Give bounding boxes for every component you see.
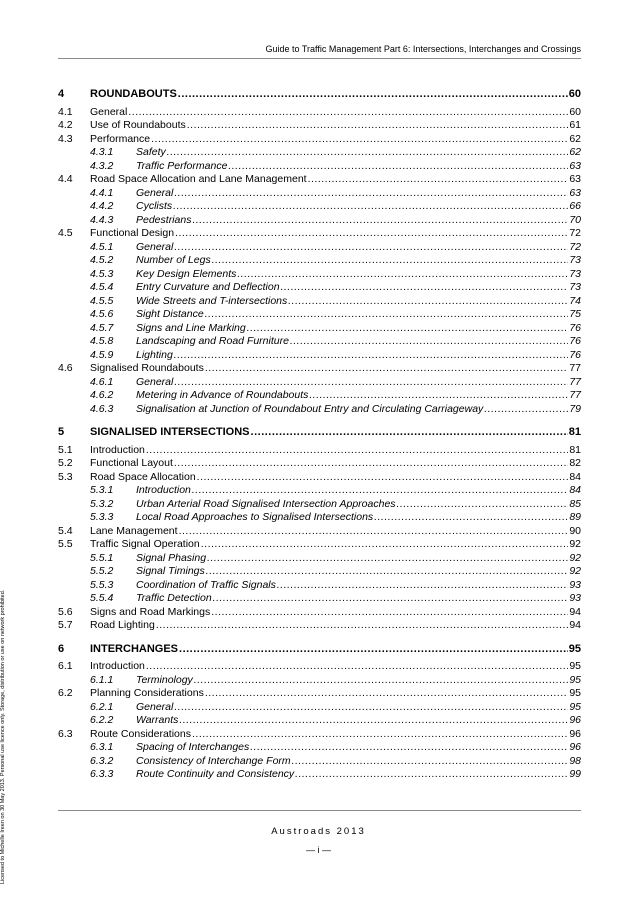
toc-title: Route Considerations xyxy=(90,727,191,740)
dot-leader xyxy=(174,241,568,255)
toc-page-number: 95 xyxy=(569,700,581,713)
dot-leader xyxy=(250,741,568,755)
dot-leader xyxy=(174,457,568,471)
toc-number: 4.5 xyxy=(58,227,73,239)
dot-leader xyxy=(156,619,569,633)
toc-number: 4.4.1 xyxy=(90,186,114,199)
dot-leader xyxy=(308,173,569,187)
toc-page-number: 92 xyxy=(569,565,581,577)
toc-page-number: 73 xyxy=(569,281,581,293)
dot-leader xyxy=(174,187,568,201)
dot-leader xyxy=(374,511,568,525)
dot-leader xyxy=(174,701,568,715)
toc-title: Introduction xyxy=(136,484,191,496)
dot-leader xyxy=(205,687,568,701)
toc-page-number: 77 xyxy=(569,375,581,388)
toc-page-number: 63 xyxy=(569,186,581,199)
toc-title: Signalised Roundabouts xyxy=(90,362,204,374)
toc-page-number: 85 xyxy=(569,497,581,510)
toc-title: Traffic Signal Operation xyxy=(90,538,200,550)
toc-page-number: 99 xyxy=(569,768,581,780)
dot-leader xyxy=(211,606,568,620)
toc-page-number: 98 xyxy=(569,754,581,767)
dot-leader xyxy=(212,254,569,268)
toc-entry-5-5-2[interactable] xyxy=(58,565,581,579)
toc-title: Planning Considerations xyxy=(90,687,204,699)
toc-number: 5.5 xyxy=(58,538,73,550)
dot-leader xyxy=(146,444,568,458)
toc-entry-5-5-1[interactable] xyxy=(58,552,581,566)
toc-entry-5-3-3[interactable] xyxy=(58,511,581,525)
toc-entry-4-5-4[interactable] xyxy=(58,281,581,295)
toc-page-number: 81 xyxy=(568,426,581,438)
toc-entry-4-5[interactable] xyxy=(58,227,581,241)
toc-page-number: 89 xyxy=(569,511,581,523)
dot-leader xyxy=(179,525,569,539)
toc-entry-4-6-1[interactable] xyxy=(58,376,581,390)
toc-page-number: 95 xyxy=(569,660,581,672)
toc-number: 6.2 xyxy=(58,687,73,699)
toc-title: Cyclists xyxy=(136,200,173,212)
toc-number: 4.4.2 xyxy=(90,200,114,212)
dot-leader xyxy=(201,538,569,552)
toc-number: 5 xyxy=(58,426,65,438)
toc-entry-6[interactable] xyxy=(58,643,581,657)
toc-entry-6-2[interactable] xyxy=(58,687,581,701)
toc-number: 4.6.2 xyxy=(90,389,114,401)
toc-title: Route Continuity and Consistency xyxy=(136,768,295,780)
toc-number: 5.7 xyxy=(58,619,73,631)
toc-entry-5-6[interactable] xyxy=(58,606,581,620)
toc-number: 4.5.6 xyxy=(90,308,114,320)
toc-page-number: 95 xyxy=(568,642,581,655)
dot-leader xyxy=(277,579,568,593)
dot-leader xyxy=(205,362,568,376)
toc-page-number: 90 xyxy=(569,524,581,537)
toc-number: 4 xyxy=(58,88,65,100)
toc-title: Signs and Road Markings xyxy=(90,605,211,618)
toc-number: 5.2 xyxy=(58,457,73,469)
toc-page-number: 73 xyxy=(569,254,581,266)
toc-page-number: 79 xyxy=(569,402,581,415)
toc-title: General xyxy=(136,375,174,388)
toc-page-number: 60 xyxy=(568,88,581,100)
toc-title: Lane Management xyxy=(90,524,178,537)
toc-title: General xyxy=(90,105,128,118)
dot-leader xyxy=(228,160,568,174)
toc-title: Lighting xyxy=(136,348,173,361)
dot-leader xyxy=(213,592,569,606)
toc-number: 4.5.4 xyxy=(90,281,114,293)
toc-page-number: 81 xyxy=(569,443,581,456)
toc-entry-4-4[interactable] xyxy=(58,173,581,187)
toc-title: Signalisation at Junction of Roundabout Entry and Circulating Carriageway xyxy=(136,402,484,415)
toc-number: 5.3.1 xyxy=(90,484,114,496)
toc-page-number: 72 xyxy=(569,227,581,239)
toc-page-number: 95 xyxy=(569,673,581,686)
dot-leader xyxy=(192,484,568,498)
toc-entry-4-5-3[interactable] xyxy=(58,268,581,282)
toc-entry-4-3-1[interactable] xyxy=(58,146,581,160)
toc-number: 6 xyxy=(58,642,65,655)
toc-entry-6-3[interactable] xyxy=(58,728,581,742)
toc-number: 4.5.5 xyxy=(90,294,114,307)
toc-title: General xyxy=(136,700,174,713)
toc-title: Signal Timings xyxy=(136,565,205,577)
dot-leader xyxy=(173,200,568,214)
toc-entry-4-4-1[interactable] xyxy=(58,187,581,201)
toc-title: Signs and Line Marking xyxy=(136,321,246,334)
toc-title: Pedestrians xyxy=(136,213,192,226)
toc-number: 5.5.1 xyxy=(90,551,114,564)
toc-number: 5.6 xyxy=(58,605,73,618)
toc-number: 6.3 xyxy=(58,727,73,740)
toc-entry-4-2[interactable] xyxy=(58,119,581,133)
dot-leader xyxy=(179,714,568,728)
toc-title: Use of Roundabouts xyxy=(90,119,186,131)
table-of-contents xyxy=(58,88,581,782)
dot-leader xyxy=(178,88,568,102)
toc-number: 5.4 xyxy=(58,524,73,537)
toc-page-number: 76 xyxy=(569,348,581,361)
toc-number: 4.6 xyxy=(58,362,73,374)
toc-entry-4-5-9[interactable] xyxy=(58,349,581,363)
toc-entry-6-3-2[interactable] xyxy=(58,755,581,769)
dot-leader xyxy=(237,268,568,282)
toc-number: 5.1 xyxy=(58,443,73,456)
toc-page-number: 74 xyxy=(569,294,581,307)
toc-page-number: 77 xyxy=(569,389,581,401)
toc-page-number: 82 xyxy=(569,457,581,469)
dot-leader xyxy=(174,349,569,363)
toc-title: Sight Distance xyxy=(136,308,204,320)
toc-entry-4-5-6[interactable] xyxy=(58,308,581,322)
toc-page-number: 76 xyxy=(569,335,581,347)
toc-page-number: 93 xyxy=(569,592,581,604)
toc-title: Road Space Allocation xyxy=(90,470,196,483)
toc-entry-4-4-3[interactable] xyxy=(58,214,581,228)
toc-number: 4.4.3 xyxy=(90,213,114,226)
dot-leader xyxy=(281,281,569,295)
toc-page-number: 77 xyxy=(569,362,581,374)
toc-entry-5[interactable] xyxy=(58,426,581,440)
dot-leader xyxy=(205,308,569,322)
toc-title: Road Space Allocation and Lane Management xyxy=(90,173,307,185)
dot-leader xyxy=(484,403,568,417)
toc-number: 4.3.1 xyxy=(90,146,114,158)
toc-title: Safety xyxy=(136,146,166,158)
toc-page-number: 61 xyxy=(569,119,581,131)
toc-page-number: 62 xyxy=(569,146,581,158)
toc-page-number: 76 xyxy=(569,321,581,334)
toc-title: INTERCHANGES xyxy=(90,642,179,655)
toc-page-number: 60 xyxy=(569,105,581,118)
toc-entry-4-3-2[interactable] xyxy=(58,160,581,174)
toc-entry-4-6-3[interactable] xyxy=(58,403,581,417)
toc-entry-5-3[interactable] xyxy=(58,471,581,485)
toc-number: 6.3.3 xyxy=(90,768,114,780)
toc-page-number: 93 xyxy=(569,578,581,591)
toc-entry-4-6-2[interactable] xyxy=(58,389,581,403)
toc-page-number: 63 xyxy=(569,173,581,185)
toc-entry-4-5-7[interactable] xyxy=(58,322,581,336)
licence-watermark: Licensed to Michelle Ireen on 30 May 2013. Personal use licence only. Storage, distribution or use on network prohibited. xyxy=(0,589,6,884)
toc-page-number: 92 xyxy=(569,551,581,564)
dot-leader xyxy=(194,674,569,688)
toc-page-number: 94 xyxy=(569,605,581,618)
toc-page-number: 92 xyxy=(569,538,581,550)
toc-entry-5-3-1[interactable] xyxy=(58,484,581,498)
toc-title: ROUNDABOUTS xyxy=(90,88,177,100)
toc-number: 5.5.2 xyxy=(90,565,114,577)
toc-entry-5-7[interactable] xyxy=(58,619,581,633)
toc-title: Warrants xyxy=(136,714,179,726)
dot-leader xyxy=(251,426,568,440)
toc-title: Road Lighting xyxy=(90,619,155,631)
toc-number: 4.5.1 xyxy=(90,240,114,253)
toc-title: Performance xyxy=(90,132,151,145)
toc-entry-4-6[interactable] xyxy=(58,362,581,376)
toc-page-number: 63 xyxy=(569,159,581,172)
toc-entry-6-2-2[interactable] xyxy=(58,714,581,728)
toc-title: Introduction xyxy=(90,660,145,672)
dot-leader xyxy=(167,146,569,160)
toc-title: Key Design Elements xyxy=(136,267,237,280)
toc-entry-6-1[interactable] xyxy=(58,660,581,674)
toc-title: Number of Legs xyxy=(136,254,211,266)
toc-number: 6.3.2 xyxy=(90,754,114,767)
toc-number: 4.6.3 xyxy=(90,402,114,415)
toc-title: Spacing of Interchanges xyxy=(136,741,250,753)
toc-entry-4-3[interactable] xyxy=(58,133,581,147)
toc-title: Wide Streets and T-intersections xyxy=(136,294,288,307)
dot-leader xyxy=(179,643,568,657)
toc-title: Traffic Detection xyxy=(136,592,212,604)
toc-page-number: 62 xyxy=(569,132,581,145)
dot-leader xyxy=(151,133,568,147)
toc-page-number: 94 xyxy=(569,619,581,631)
toc-title: SIGNALISED INTERSECTIONS xyxy=(90,426,250,438)
toc-page-number: 95 xyxy=(569,687,581,699)
dot-leader xyxy=(174,376,568,390)
dot-leader xyxy=(192,214,568,228)
toc-entry-5-5[interactable] xyxy=(58,538,581,552)
toc-entry-5-5-3[interactable] xyxy=(58,579,581,593)
toc-number: 6.2.2 xyxy=(90,714,114,726)
toc-number: 4.1 xyxy=(58,105,73,118)
toc-number: 5.3.2 xyxy=(90,497,114,510)
toc-title: Local Road Approaches to Signalised Intersections xyxy=(136,511,374,523)
dot-leader xyxy=(207,552,568,566)
toc-title: Introduction xyxy=(90,443,145,456)
toc-title: Terminology xyxy=(136,673,193,686)
toc-page-number: 96 xyxy=(569,727,581,740)
dot-leader xyxy=(128,106,568,120)
toc-entry-6-3-1[interactable] xyxy=(58,741,581,755)
toc-entry-4-5-1[interactable] xyxy=(58,241,581,255)
dot-leader xyxy=(288,295,568,309)
footer-rule xyxy=(58,810,581,811)
toc-title: Consistency of Interchange Form xyxy=(136,754,291,767)
toc-title: General xyxy=(136,186,174,199)
toc-entry-4-5-5[interactable] xyxy=(58,295,581,309)
toc-page-number: 73 xyxy=(569,267,581,280)
toc-entry-4-4-2[interactable] xyxy=(58,200,581,214)
toc-number: 4.5.8 xyxy=(90,335,114,347)
toc-entry-5-3-2[interactable] xyxy=(58,498,581,512)
footer-publisher: Austroads 2013 xyxy=(271,826,366,837)
toc-page-number: 84 xyxy=(569,484,581,496)
toc-entry-5-4[interactable] xyxy=(58,525,581,539)
dot-leader xyxy=(146,660,568,674)
toc-number: 6.2.1 xyxy=(90,700,114,713)
toc-page-number: 75 xyxy=(569,308,581,320)
toc-title: Entry Curvature and Deflection xyxy=(136,281,280,293)
toc-number: 4.5.2 xyxy=(90,254,114,266)
toc-entry-6-2-1[interactable] xyxy=(58,701,581,715)
toc-page-number: 72 xyxy=(569,240,581,253)
toc-number: 4.3.2 xyxy=(90,159,114,172)
toc-number: 5.5.4 xyxy=(90,592,114,604)
toc-number: 4.2 xyxy=(58,119,73,131)
toc-entry-4-5-8[interactable] xyxy=(58,335,581,349)
page-number: — i — xyxy=(305,845,331,855)
dot-leader xyxy=(187,119,569,133)
toc-entry-6-1-1[interactable] xyxy=(58,674,581,688)
running-header: Guide to Traffic Management Part 6: Intersections, Interchanges and Crossings xyxy=(265,44,581,54)
dot-leader xyxy=(290,335,568,349)
toc-page-number: 70 xyxy=(569,213,581,226)
dot-leader xyxy=(292,755,569,769)
toc-entry-6-3-3[interactable] xyxy=(58,768,581,782)
toc-title: Functional Design xyxy=(90,227,175,239)
toc-entry-5-1[interactable] xyxy=(58,444,581,458)
toc-number: 4.4 xyxy=(58,173,73,185)
toc-entry-4-1[interactable] xyxy=(58,106,581,120)
toc-page-number: 84 xyxy=(569,470,581,483)
toc-number: 4.5.9 xyxy=(90,348,114,361)
toc-number: 4.6.1 xyxy=(90,375,114,388)
dot-leader xyxy=(309,389,568,403)
toc-number: 4.3 xyxy=(58,132,73,145)
toc-number: 6.1.1 xyxy=(90,673,114,686)
toc-title: Metering in Advance of Roundabouts xyxy=(136,389,309,401)
dot-leader xyxy=(247,322,569,336)
dot-leader xyxy=(206,565,569,579)
dot-leader xyxy=(197,471,569,485)
dot-leader xyxy=(397,498,569,512)
dot-leader xyxy=(192,728,568,742)
toc-number: 5.3.3 xyxy=(90,511,114,523)
toc-page-number: 96 xyxy=(569,714,581,726)
toc-title: Landscaping and Road Furniture xyxy=(136,335,289,347)
toc-title: Coordination of Traffic Signals xyxy=(136,578,276,591)
header-rule xyxy=(58,58,581,59)
toc-entry-5-5-4[interactable] xyxy=(58,592,581,606)
dot-leader xyxy=(295,768,568,782)
toc-number: 5.5.3 xyxy=(90,578,114,591)
toc-number: 6.1 xyxy=(58,660,73,672)
toc-title: General xyxy=(136,240,174,253)
toc-number: 6.3.1 xyxy=(90,741,114,753)
toc-number: 4.5.3 xyxy=(90,267,114,280)
toc-page-number: 66 xyxy=(569,200,581,212)
toc-title: Urban Arterial Road Signalised Intersection Approaches xyxy=(136,497,396,510)
toc-title: Functional Layout xyxy=(90,457,173,469)
toc-title: Traffic Performance xyxy=(136,159,228,172)
dot-leader xyxy=(175,227,568,241)
toc-entry-5-2[interactable] xyxy=(58,457,581,471)
toc-number: 5.3 xyxy=(58,470,73,483)
toc-page-number: 96 xyxy=(569,741,581,753)
toc-entry-4-5-2[interactable] xyxy=(58,254,581,268)
toc-entry-4[interactable] xyxy=(58,88,581,102)
toc-title: Signal Phasing xyxy=(136,551,207,564)
toc-number: 4.5.7 xyxy=(90,321,114,334)
